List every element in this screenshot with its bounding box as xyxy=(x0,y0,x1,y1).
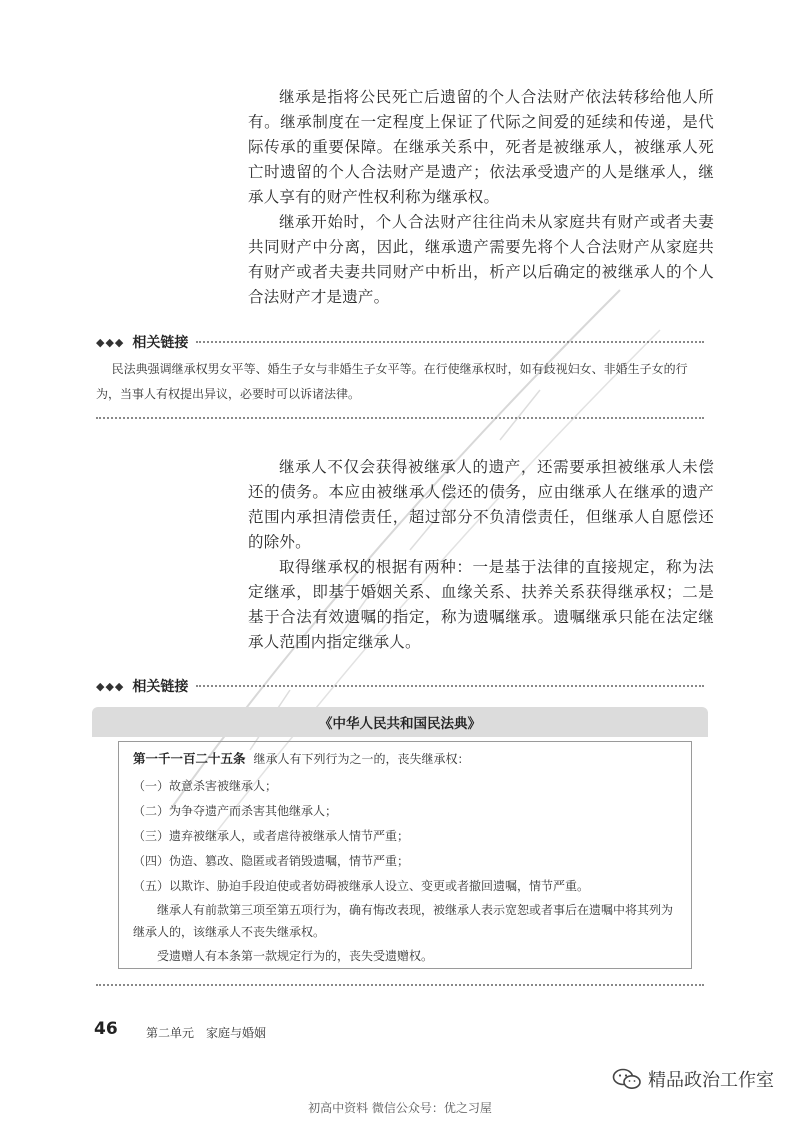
article-heading-line xyxy=(133,749,470,767)
footer-text: 初高中资料 微信公众号：优之习屋 xyxy=(308,1101,492,1115)
dotted-rule xyxy=(196,341,704,343)
article-lead: 继承人有下列行为之一的，丧失继承权： xyxy=(253,752,470,766)
paragraph: 继承开始时，个人合法财产往往尚未从家庭共有财产或者夫妻共同财产中分离，因此，继承遗产需要先将个人合法财产从家庭共有财产或者夫妻共同财产中析出，析产以后确定的被继承人的个人合法财产才是遗产。 xyxy=(248,213,714,306)
article-number: 第一千一百二十五条 xyxy=(133,751,246,766)
law-article xyxy=(133,749,683,969)
related-link-header xyxy=(96,331,704,353)
brand-mark xyxy=(612,1066,774,1092)
body-section-2 xyxy=(248,455,714,655)
article-item: （四）伪造、篡改、隐匿或者销毁遗嘱，情节严重； xyxy=(133,854,410,868)
paragraph: 取得继承权的根据有两种：一是基于法律的直接规定，称为法定继承，即基于婚姻关系、血缘关系、扶养关系获得继承权；二是基于合法有效遗嘱的指定，称为遗嘱继承。遗嘱继承只能在法定继承人范围内指定继承人。 xyxy=(248,558,714,651)
related-link-title: 相关链接 xyxy=(132,679,189,695)
body-section-1 xyxy=(248,85,714,310)
article-item: （三）遗弃被继承人，或者虐待被继承人情节严重； xyxy=(133,829,410,843)
article-item: （一）故意杀害被继承人； xyxy=(133,779,278,793)
article-item: （二）为争夺遗产而杀害其他继承人； xyxy=(133,804,338,818)
paragraph: 继承人不仅会获得被继承人的遗产，还需要承担被继承人未偿还的债务。本应由被继承人偿还的债务，应由继承人在继承的遗产范围内承担清偿责任，超过部分不负清偿责任，但继承人自愿偿还的除外。 xyxy=(248,458,714,551)
related-link-header xyxy=(96,675,704,697)
article-item: （五）以欺诈、胁迫手段迫使或者妨碍被继承人设立、变更或者撤回遗嘱，情节严重。 xyxy=(133,879,590,893)
unit-label: 第二单元 家庭与婚姻 xyxy=(146,1026,267,1040)
dotted-divider xyxy=(96,984,704,986)
page-number: 46 xyxy=(94,1019,118,1039)
related-link-title: 相关链接 xyxy=(132,335,189,351)
diamond-bullets-icon: ◆◆◆ xyxy=(96,679,125,693)
diamond-bullets-icon: ◆◆◆ xyxy=(96,335,125,349)
article-paragraph: 受遗赠人有本条第一款规定行为的，丧失受遗赠权。 xyxy=(157,949,434,963)
law-title-banner xyxy=(92,707,708,737)
brand-name: 精品政治工作室 xyxy=(648,1070,774,1091)
related-link-note: 民法典强调继承权男女平等、婚生子女与非婚生子女平等。在行使继承权时，如有歧视妇女、非婚生子女的行为，当事人有权提出异议，必要时可以诉诸法律。 xyxy=(96,362,688,401)
dotted-divider xyxy=(96,417,704,419)
wechat-icon xyxy=(612,1068,642,1090)
article-paragraph: 继承人有前款第三项至第五项行为，确有悔改表现，被继承人表示宽恕或者事后在遗嘱中将其列为继承人的，该继承人不丧失继承权。 xyxy=(133,903,674,939)
dotted-rule xyxy=(196,685,704,687)
paragraph: 继承是指将公民死亡后遗留的个人合法财产依法转移给他人所有。继承制度在一定程度上保证了代际之间爱的延续和传递，是代际传承的重要保障。在继承关系中，死者是被继承人，被继承人死亡时遗留的个人合法财产是遗产；依法承受遗产的人是继承人，继承人享有的财产性权利称为继承权。 xyxy=(248,88,714,206)
law-title: 《中华人民共和国民法典》 xyxy=(319,716,481,732)
